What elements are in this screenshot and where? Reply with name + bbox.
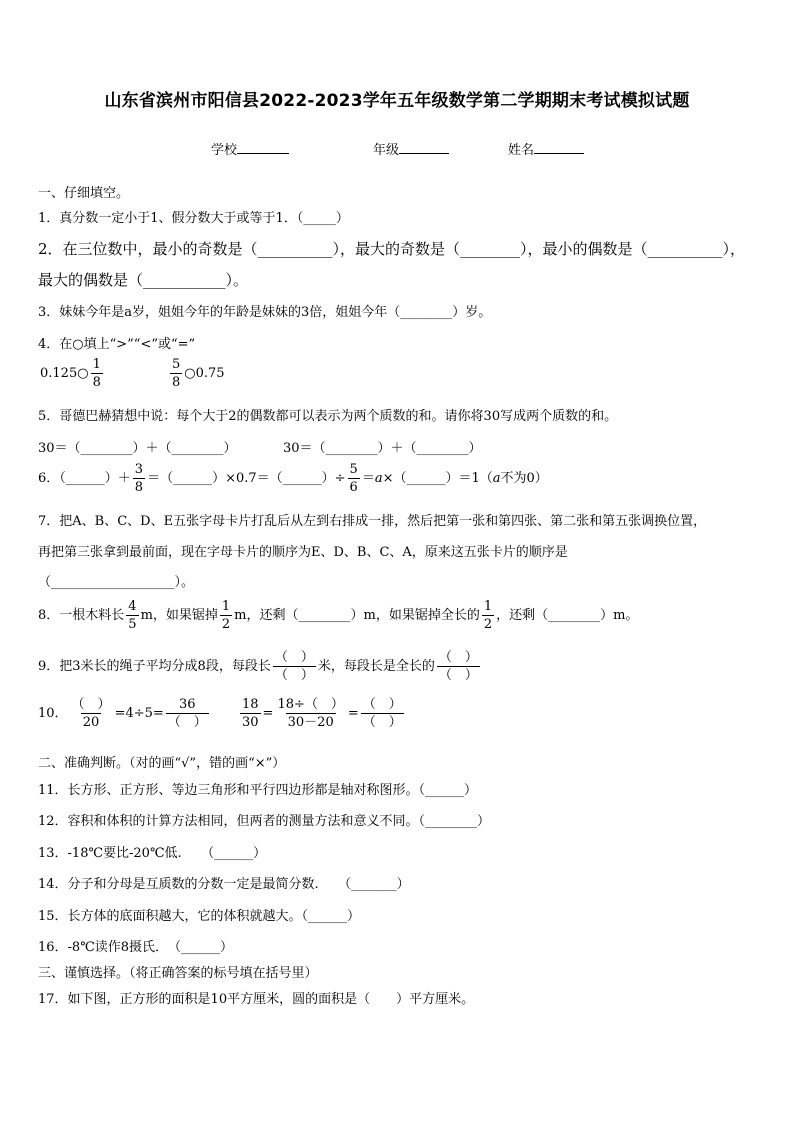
section-3-heading: 三、谨慎选择。（将正确答案的标号填在括号里） [38, 966, 318, 981]
q10-label: 10． [38, 706, 68, 721]
question-9 [38, 651, 482, 682]
q6-part-1: 6．（______）＋ [38, 471, 131, 486]
q10-middle: =4÷5= [114, 706, 164, 721]
question-11: 11．长方形、正方形、等边三角形和平行四边形都是轴对称图形。（______） [38, 783, 478, 798]
question-13: 13．-18℃要比-20℃低. （______） [38, 846, 267, 861]
question-17: 17．如下图，正方形的面积是10平方厘米，圆的面积是（ ）平方厘米。 [38, 992, 475, 1007]
question-5-equation-1: 30＝（________）＋（________） [38, 441, 237, 456]
school-field [211, 139, 289, 158]
q8-part-1: 8．一根木料长 [38, 608, 125, 623]
q6-variable-a: a [492, 471, 501, 486]
fraction-one-eighth: $\frac{1}{8}$ [92, 357, 101, 390]
grade-blank [399, 141, 449, 154]
question-12: 12．容积和体积的计算方法相同，但两者的测量方法和意义不同。（________） [38, 814, 491, 829]
page-title: 山东省滨州市阳信县2022-2023学年五年级数学第二学期期末考试模拟试题 [104, 91, 690, 111]
compare-circle: ○ [184, 366, 196, 381]
question-15: 15．长方体的底面积越大，它的体积就越大。（______） [38, 909, 361, 924]
fraction-one-half: $\frac{1}{2}$ [483, 599, 493, 632]
question-2-line-2: 最大的偶数是（___________）。 [38, 271, 249, 289]
equals-sign: = [262, 706, 274, 721]
q6-part-5: 不为0） [500, 471, 548, 486]
fraction-one-half: $\frac{1}{2}$ [221, 599, 231, 632]
q4-left-number: 0.125 [40, 366, 78, 381]
q9-part-1: 9．把3米长的绳子平均分成8段，每段长 [38, 659, 271, 674]
question-1: 1．真分数一定小于1、假分数大于或等于1．（_____） [38, 211, 349, 226]
school-label: 学校 [211, 143, 238, 158]
name-blank [534, 141, 584, 154]
name-label: 姓名 [508, 143, 535, 158]
compare-circle: ○ [77, 366, 89, 381]
q8-part-3: m，还剩（________）m，如果锯掉全长的 [234, 608, 480, 623]
question-16: 16．-8℃读作8摄氏． （______） [38, 940, 234, 955]
question-7-line-1: 7．把A、B、C、D、E五张字母卡片打乱后从左到右排成一排，然后把第一张和第四张、第二张和第五张调换位置， [38, 514, 707, 529]
question-10-part-b [238, 698, 406, 729]
fraction-36-over-blank: $\frac{36}{( )}$ [167, 697, 207, 730]
section-1-heading: 一、仔细填空。 [38, 186, 130, 201]
question-7-line-3: （___________________）。 [38, 575, 195, 590]
fraction-five-sixths: $\frac{5}{6}$ [349, 462, 358, 495]
q4-right-number: 0.75 [195, 366, 225, 381]
fraction-four-fifths: $\frac{4}{5}$ [128, 599, 137, 632]
grade-label: 年级 [373, 143, 400, 158]
question-2-line-1: 2．在三位数中，最小的奇数是（__________），最大的奇数是（________），最小的偶数是（__________）， [38, 240, 746, 258]
school-blank [237, 141, 289, 154]
equals-sign: = [347, 706, 359, 721]
q8-part-4: ，还剩（________）m。 [496, 608, 639, 623]
question-10-part-a [38, 698, 211, 729]
q6-part-3: ＝ [361, 471, 375, 486]
question-7-line-2: 再把第三张拿到最前面，现在字母卡片的顺序为E、D、B、C、A，原来这五张卡片的顺序是 [38, 545, 568, 560]
question-4: 4．在○填上“>”“<”或“=” [38, 337, 196, 352]
question-4-item-a [40, 358, 105, 389]
question-4-item-b [168, 358, 225, 389]
question-5-equation-2: 30＝（________）＋（________） [283, 441, 482, 456]
question-5: 5．哥德巴赫猜想中说：每个大于2的偶数都可以表示为两个质数的和。请你将30写成两个质数的和。 [38, 409, 618, 424]
q6-part-2: ＝（______）×0.7＝（______）÷ [147, 471, 346, 486]
question-6 [38, 463, 548, 494]
section-2-heading: 二、准确判断。（对的画“√”，错的画“×”） [38, 756, 286, 771]
question-14: 14．分子和分母是互质数的分数一定是最简分数. （_______） [38, 877, 410, 892]
question-3: 3．妹妹今年是a岁，姐姐今年的年龄是妹妹的3倍，姐姐今年（________）岁。 [38, 305, 492, 320]
q8-part-2: m，如果锯掉 [140, 608, 218, 623]
fraction-three-eighths: $\frac{3}{8}$ [134, 462, 144, 495]
fraction-blank-over-20: $\frac{( )}{20}$ [71, 697, 111, 730]
grade-field [373, 139, 449, 158]
fraction-blank: $\frac{( )}{( )}$ [362, 697, 402, 730]
fraction-18-over-30: $\frac{18}{30}$ [242, 697, 259, 730]
q6-variable-a: a [374, 471, 383, 486]
question-8 [38, 600, 638, 631]
name-field [508, 139, 584, 158]
q9-part-2: 米，每段长是全长的 [317, 659, 435, 674]
q6-part-4: ×（______）＝1（ [382, 471, 493, 486]
fraction-five-eighths: $\frac{5}{8}$ [172, 357, 181, 390]
fraction-18-divided: $\frac{18\div( )}{30-20}$ [277, 697, 344, 730]
fraction-blank: $\frac{( )}{( )}$ [274, 650, 314, 683]
fraction-blank: $\frac{( )}{( )}$ [438, 650, 478, 683]
